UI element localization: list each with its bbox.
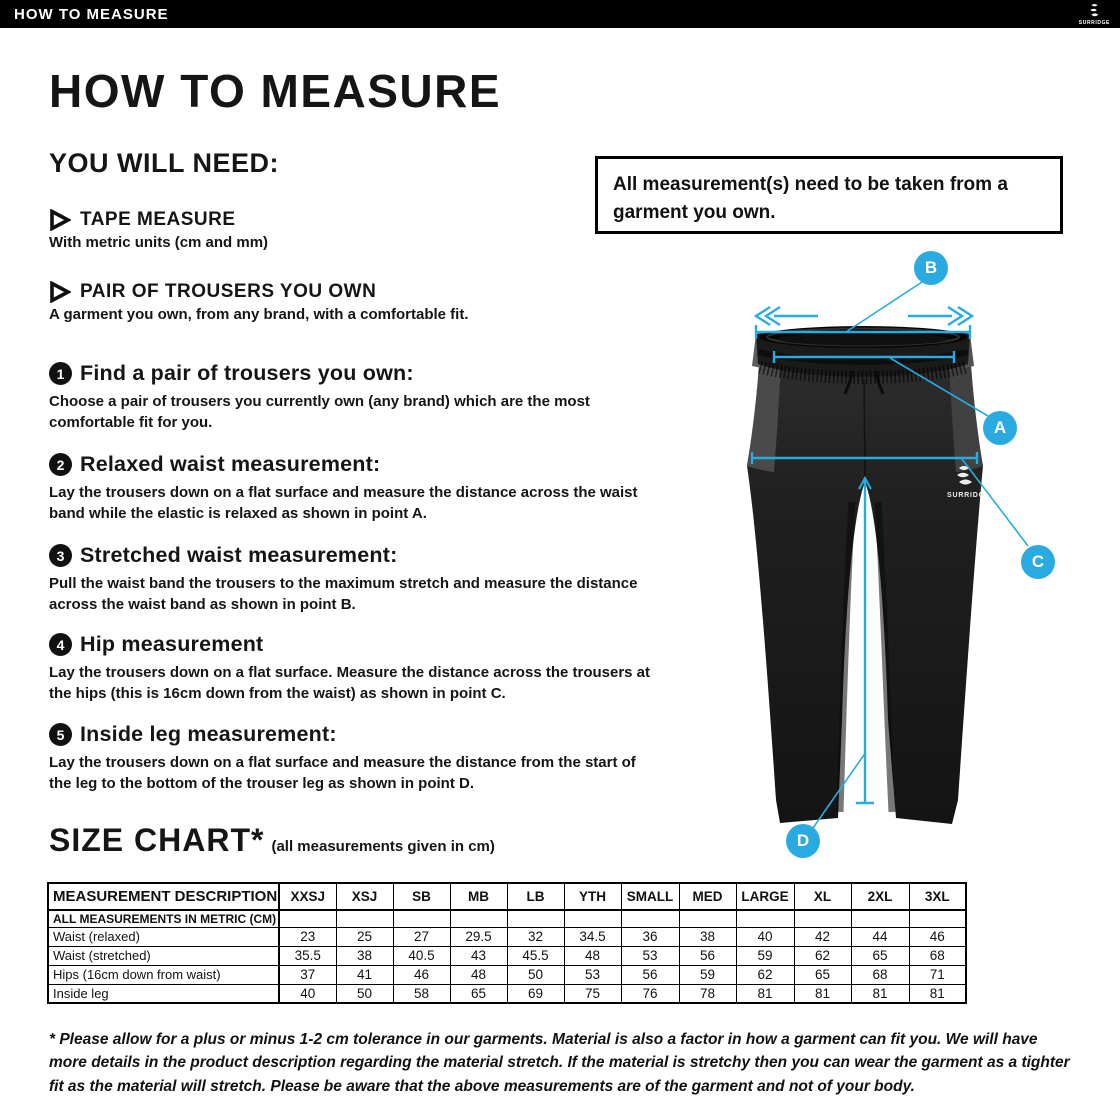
column-header: XSJ (336, 883, 393, 910)
table-row (48, 965, 966, 984)
column-header: 3XL (909, 883, 966, 910)
point-c-marker: C (1021, 545, 1055, 579)
cell: 71 (909, 965, 966, 984)
cell: 40 (279, 984, 336, 1003)
step-1 (49, 361, 661, 433)
top-bar (0, 0, 1120, 28)
step-description: Lay the trousers down on a flat surface and measure the distance from the start of the leg to the bottom of the trouser leg as shown in point D. (49, 754, 636, 792)
row-label: Waist (stretched) (48, 946, 279, 965)
cell: 81 (794, 984, 851, 1003)
column-header: SMALL (621, 883, 679, 910)
step-number-badge: 1 (49, 362, 72, 385)
cell: 50 (336, 984, 393, 1003)
step-description: Choose a pair of trousers you currently own (any brand) which are the most comfortable fit for you. (49, 393, 590, 431)
step-number-badge: 3 (49, 544, 72, 567)
cell: 75 (564, 984, 621, 1003)
cell: 78 (679, 984, 736, 1003)
need-item-tape-measure (49, 209, 609, 251)
cell: 69 (507, 984, 564, 1003)
cell: 81 (851, 984, 909, 1003)
need-description: A garment you own, from any brand, with a comfortable fit. (49, 306, 469, 323)
cell: 37 (279, 965, 336, 984)
table-row (48, 984, 966, 1003)
step-number-badge: 5 (49, 723, 72, 746)
tolerance-footnote: * Please allow for a plus or minus 1-2 cm tolerance in our garments. Material is also a factor in how a garment can fit you. We will have more details in the product description regarding the material stretch. If the material is stretchy then you can wear the garment as a tighter fit as the material will stretch. Please be aware that the above measurements are of the garment and not of your body. (49, 1031, 1070, 1095)
step-title: Stretched waist measurement: (80, 543, 398, 567)
cell: 65 (794, 965, 851, 984)
step-title: Inside leg measurement: (80, 722, 337, 746)
note-box: All measurement(s) need to be taken from a garment you own. (595, 156, 1063, 234)
table-header-row (48, 883, 966, 910)
page-title: HOW TO MEASURE (49, 65, 502, 117)
point-b-marker: B (914, 251, 948, 285)
cell: 23 (279, 927, 336, 946)
step-description: Pull the waist band the trousers to the maximum stretch and measure the distance across the waist band as shown in point B. (49, 575, 638, 613)
column-header: XL (794, 883, 851, 910)
row-label: Inside leg (48, 984, 279, 1003)
cell: 40.5 (393, 946, 450, 965)
point-d-marker: D (786, 824, 820, 858)
cell: 53 (621, 946, 679, 965)
play-triangle-icon (49, 209, 71, 231)
cell: 65 (450, 984, 507, 1003)
step-2 (49, 452, 661, 524)
row-label: Hips (16cm down from waist) (48, 965, 279, 984)
cell: 34.5 (564, 927, 621, 946)
table-row-metric-note (48, 910, 966, 927)
column-header: SB (393, 883, 450, 910)
cell: 50 (507, 965, 564, 984)
cell: 62 (794, 946, 851, 965)
need-title: PAIR OF TROUSERS YOU OWN (80, 281, 377, 302)
cell: 41 (336, 965, 393, 984)
step-number-badge: 4 (49, 633, 72, 656)
cell: 44 (851, 927, 909, 946)
cell: 59 (736, 946, 794, 965)
size-chart-subtitle: (all measurements given in cm) (271, 838, 495, 855)
column-header: XXSJ (279, 883, 336, 910)
cell: 40 (736, 927, 794, 946)
step-3 (49, 543, 661, 615)
column-header: 2XL (851, 883, 909, 910)
surridge-logo (1079, 3, 1110, 26)
row-label: ALL MEASUREMENTS IN METRIC (CM) (48, 910, 279, 927)
need-title: TAPE MEASURE (80, 209, 236, 230)
surridge-logo-icon (1084, 3, 1104, 20)
step-title: Relaxed waist measurement: (80, 452, 381, 476)
play-triangle-icon (49, 281, 71, 303)
trousers-illustration (700, 240, 1120, 870)
row-label: Waist (relaxed) (48, 927, 279, 946)
cell: 76 (621, 984, 679, 1003)
cell: 65 (851, 946, 909, 965)
cell: 81 (909, 984, 966, 1003)
cell: 45.5 (507, 946, 564, 965)
step-description: Lay the trousers down on a flat surface. Measure the distance across the trousers at the hips (this is 16cm down from the waist) as shown in point C. (49, 664, 651, 702)
step-title: Hip measurement (80, 632, 264, 656)
step-5 (49, 722, 661, 794)
cell: 32 (507, 927, 564, 946)
cell: 46 (909, 927, 966, 946)
step-4 (49, 632, 661, 704)
column-header: LB (507, 883, 564, 910)
svg-text:SURRIDGE: SURRIDGE (947, 492, 991, 499)
cell: 56 (621, 965, 679, 984)
step-title: Find a pair of trousers you own: (80, 361, 414, 385)
need-item-trousers (49, 281, 609, 323)
cell: 46 (393, 965, 450, 984)
column-header: MB (450, 883, 507, 910)
top-bar-title: HOW TO MEASURE (14, 5, 169, 23)
size-chart-heading (49, 822, 495, 859)
column-header: LARGE (736, 883, 794, 910)
surridge-logo-text: SURRIDGE (1078, 19, 1110, 26)
step-number-badge: 2 (49, 453, 72, 476)
column-header: YTH (564, 883, 621, 910)
trousers-diagram (700, 240, 1120, 870)
cell: 36 (621, 927, 679, 946)
size-chart-title: SIZE CHART* (49, 822, 265, 858)
cell: 48 (564, 946, 621, 965)
cell: 38 (679, 927, 736, 946)
cell: 68 (851, 965, 909, 984)
you-will-need-heading: YOU WILL NEED: (49, 148, 280, 178)
step-description: Lay the trousers down on a flat surface and measure the distance across the waist band while the elastic is relaxed as shown in point A. (49, 484, 638, 522)
cell: 43 (450, 946, 507, 965)
cell: 81 (736, 984, 794, 1003)
cell: 42 (794, 927, 851, 946)
cell: 58 (393, 984, 450, 1003)
point-a-marker: A (983, 411, 1017, 445)
cell: 68 (909, 946, 966, 965)
cell: 25 (336, 927, 393, 946)
column-header: MEASUREMENT DESCRIPTION (48, 883, 279, 910)
cell: 29.5 (450, 927, 507, 946)
cell: 48 (450, 965, 507, 984)
cell: 56 (679, 946, 736, 965)
cell: 38 (336, 946, 393, 965)
column-header: MED (679, 883, 736, 910)
cell: 35.5 (279, 946, 336, 965)
cell: 62 (736, 965, 794, 984)
cell: 27 (393, 927, 450, 946)
table-row (48, 927, 966, 946)
cell: 59 (679, 965, 736, 984)
need-description: With metric units (cm and mm) (49, 234, 269, 251)
table-row (48, 946, 966, 965)
cell: 53 (564, 965, 621, 984)
size-chart-table (47, 882, 967, 1004)
